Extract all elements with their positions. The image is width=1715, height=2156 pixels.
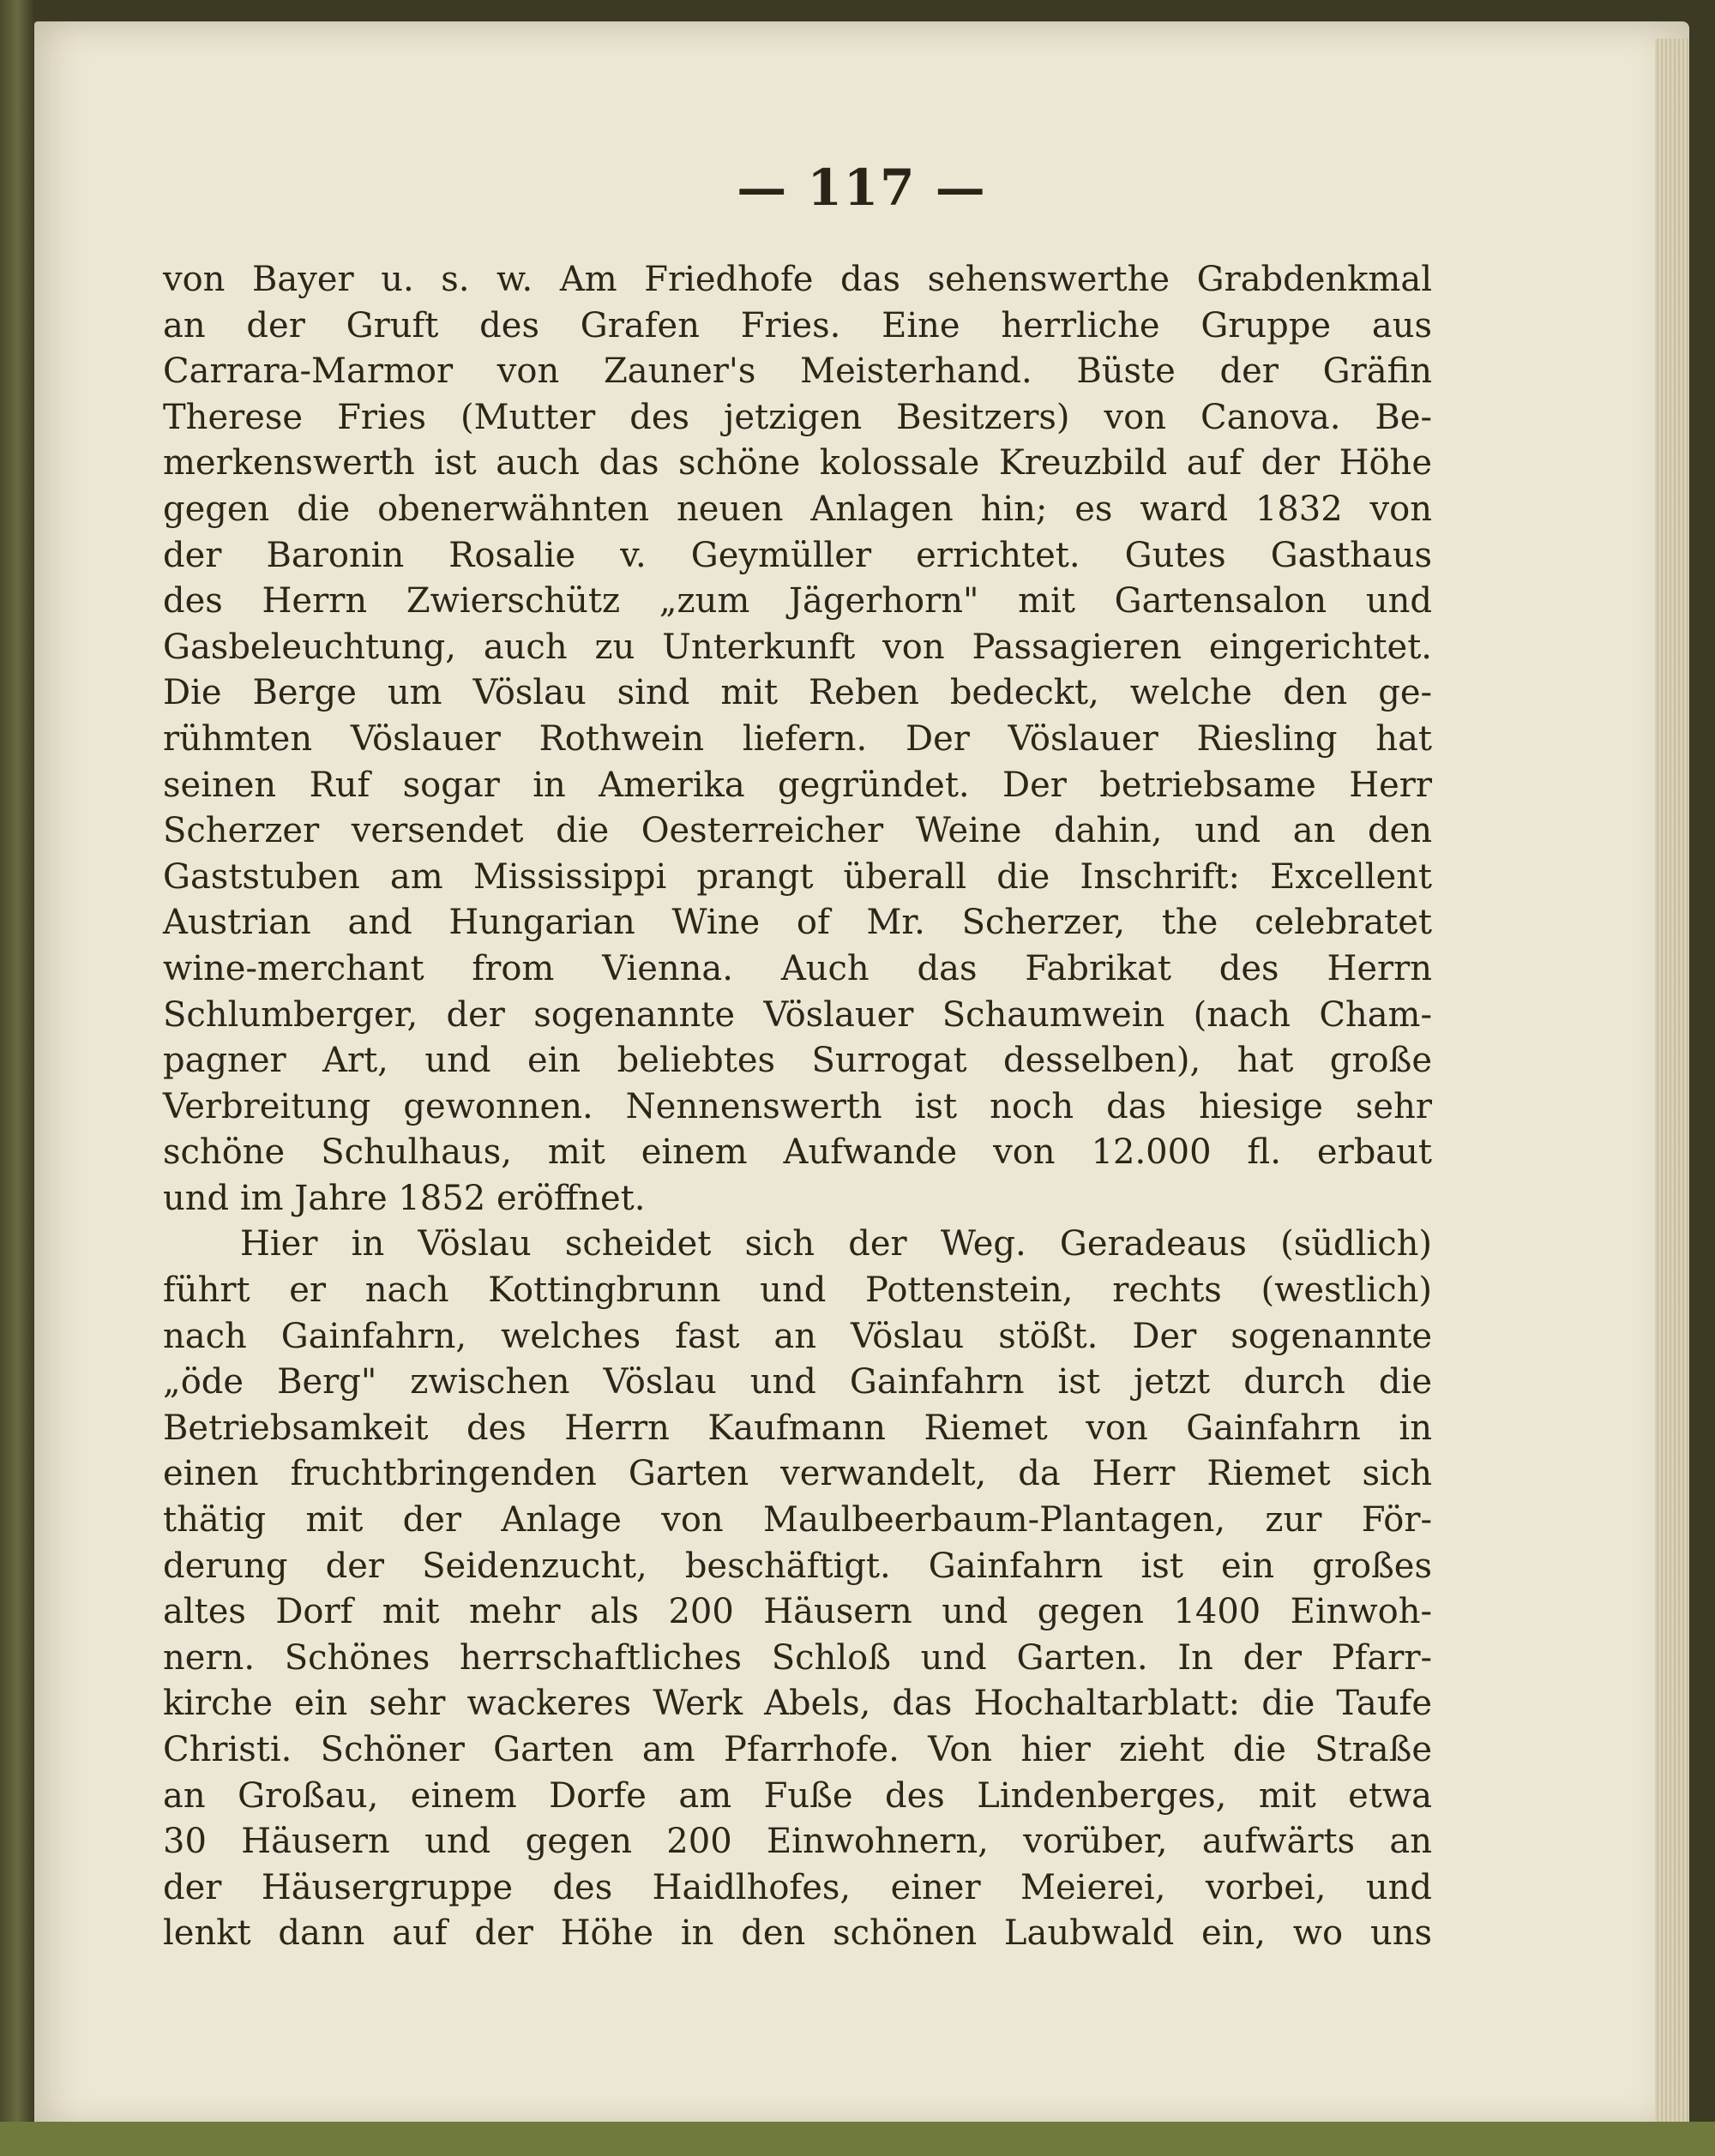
text-line: Carrara-Marmor von Zauner's Meisterhand. Büste der Gräfin bbox=[163, 351, 1432, 392]
text-line: und im Jahre 1852 eröffnet. bbox=[163, 1178, 646, 1218]
text-line: pagner Art, und ein beliebtes Surrogat desselben), hat große bbox=[163, 1041, 1432, 1081]
text-line: seinen Ruf sogar in Amerika gegründet. Der betriebsame Herr bbox=[163, 765, 1432, 805]
body-text bbox=[163, 257, 1432, 1957]
page-number: — 117 — bbox=[737, 159, 987, 217]
text-line: altes Dorf mit mehr als 200 Häusern und gegen 1400 Einwoh- bbox=[163, 1592, 1432, 1632]
text-line: Therese Fries (Mutter des jetzigen Besitzers) von Canova. Be- bbox=[163, 397, 1432, 437]
text-line: einen fruchtbringenden Garten verwandelt, da Herr Riemet sich bbox=[163, 1454, 1432, 1494]
text-line: Gasbeleuchtung, auch zu Unterkunft von Passagieren eingerichtet. bbox=[163, 627, 1432, 667]
text-line: Austrian and Hungarian Wine of Mr. Scherzer, the celebratet bbox=[163, 903, 1432, 943]
text-line: derung der Seidenzucht, beschäftigt. Gainfahrn ist ein großes bbox=[163, 1546, 1432, 1586]
text-line: rühmten Vöslauer Rothwein liefern. Der Vöslauer Riesling hat bbox=[163, 718, 1432, 759]
text-line: führt er nach Kottingbrunn und Pottenstein, rechts (westlich) bbox=[163, 1270, 1432, 1311]
text-line: Schlumberger, der sogenannte Vöslauer Schaumwein (nach Cham- bbox=[163, 994, 1432, 1035]
text-line: nach Gainfahrn, welches fast an Vöslau stößt. Der sogenannte bbox=[163, 1316, 1432, 1356]
text-line: nern. Schönes herrschaftliches Schloß und Garten. In der Pfarr- bbox=[163, 1637, 1432, 1678]
text-line: an der Gruft des Grafen Fries. Eine herrliche Gruppe aus bbox=[163, 305, 1432, 345]
text-line: des Herrn Zwierschütz „zum Jägerhorn" mit Gartensalon und bbox=[163, 581, 1432, 622]
text-line: merkenswerth ist auch das schöne kolossale Kreuzbild auf der Höhe bbox=[163, 443, 1432, 483]
book-page bbox=[34, 21, 1689, 2130]
text-line: der Baronin Rosalie v. Geymüller errichtet. Gutes Gasthaus bbox=[163, 535, 1432, 575]
text-line: Christi. Schöner Garten am Pfarrhofe. Von hier zieht die Straße bbox=[163, 1730, 1432, 1769]
page-stack-edge bbox=[1655, 39, 1689, 2122]
text-line: 30 Häusern und gegen 200 Einwohnern, vorüber, aufwärts an bbox=[163, 1822, 1432, 1862]
text-line: Gaststuben am Mississippi prangt überall die Inschrift: Excellent bbox=[163, 856, 1432, 897]
book-cover-edge bbox=[0, 2122, 1715, 2156]
text-line: Betriebsamkeit des Herrn Kaufmann Riemet von Gainfahrn in bbox=[163, 1408, 1432, 1448]
text-line: thätig mit der Anlage von Maulbeerbaum-Plantagen, zur För- bbox=[163, 1500, 1432, 1540]
text-line: der Häusergruppe des Haidlhofes, einer Meierei, vorbei, und bbox=[163, 1867, 1432, 1907]
paragraph-1 bbox=[163, 257, 1432, 1222]
text-line: an Großau, einem Dorfe am Fuße des Lindenberges, mit etwa bbox=[163, 1775, 1432, 1816]
text-line: Hier in Vöslau scheidet sich der Weg. Geradeaus (südlich) bbox=[240, 1224, 1432, 1264]
text-line: gegen die obenerwähnten neuen Anlagen hin; es ward 1832 von bbox=[163, 489, 1432, 529]
paragraph-2 bbox=[163, 1222, 1432, 1957]
text-line: lenkt dann auf der Höhe in den schönen Laubwald ein, wo uns bbox=[163, 1913, 1432, 1954]
text-line: kirche ein sehr wackeres Werk Abels, das Hochaltarblatt: die Taufe bbox=[163, 1684, 1432, 1724]
text-line: von Bayer u. s. w. Am Friedhofe das sehenswerthe Grabdenkmal bbox=[163, 260, 1432, 299]
text-line: Scherzer versendet die Oesterreicher Weine dahin, und an den bbox=[163, 811, 1432, 851]
text-line: schöne Schulhaus, mit einem Aufwande von 12.000 fl. erbaut bbox=[163, 1132, 1432, 1173]
text-line: Die Berge um Vöslau sind mit Reben bedeckt, welche den ge- bbox=[163, 673, 1432, 713]
text-line: wine-merchant from Vienna. Auch das Fabrikat des Herrn bbox=[163, 948, 1432, 988]
text-line: „öde Berg" zwischen Vöslau und Gainfahrn ist jetzt durch die bbox=[163, 1362, 1432, 1402]
text-line: Verbreitung gewonnen. Nennenswerth ist noch das hiesige sehr bbox=[163, 1086, 1432, 1126]
